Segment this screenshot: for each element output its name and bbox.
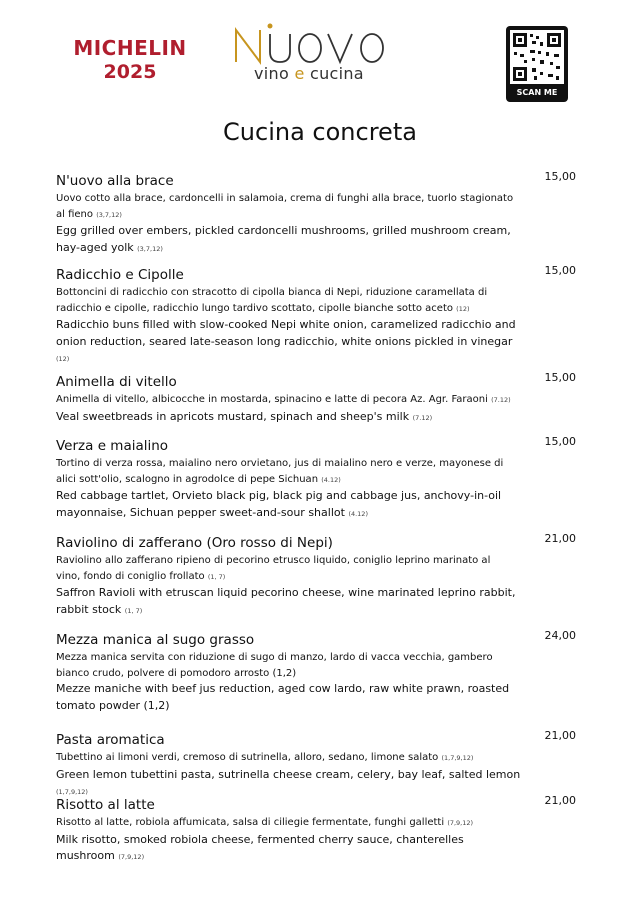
dish-allergens-en: (7,9,12) [118,853,145,861]
logo-sub-pre: vino [254,64,295,83]
logo-wordmark-icon [230,22,400,66]
menu-item [56,796,586,866]
dish-allergens-en: (1, 7) [124,606,143,615]
dish-description-en [56,681,516,714]
dish-name: Raviolino di zafferano (Oro rosso di Nepi) [56,535,333,551]
logo-subtitle [254,64,364,83]
dish-description-en-text: Red cabbage tartlet, Orvieto black pig, black pig and cabbage jus, anchovy-in-oil mayonnaise, Sichuan pepper sweet-and-sour shallot [56,489,502,519]
dish-description-it-text: Tortino di verza rossa, maialino nero orvietano, jus di maialino nero e verze, mayonese di alici sott'olio, scalogno in agrodolce di pepe Sichuan [56,458,504,485]
menu-item [56,631,586,714]
dish-allergens-en: (12) [56,355,70,363]
dish-price: 15,00 [544,371,576,384]
restaurant-logo [230,22,400,88]
dish-description-en-text: Radicchio buns filled with slow-cooked Nepi white onion, caramelized radicchio and onion reduction, seared late-season long radicchio, white onions pickled in vinegar [56,318,516,348]
dish-description-it [56,553,516,585]
dish-price: 15,00 [544,170,576,183]
dish-description-it [56,392,516,409]
dish-description-it-text: Bottoncini di radicchio con stracotto di cipolla bianca di Nepi, riduzione caramellata di radicchio e cipolle, radicchio lungo tardivo scottato, cipolle bianche sotto aceto [56,287,488,314]
dish-allergens-it: (7.12) [491,396,511,404]
menu-item [56,172,586,257]
dish-name: Mezza manica al sugo grasso [56,632,255,648]
dish-description-en [56,409,516,427]
dish-description-it-text: Uovo cotto alla brace, cardoncelli in salamoia, crema di funghi alla brace, tuorlo stagionato al fieno [56,193,514,220]
dish-description-en [56,317,516,368]
dish-description-it-text: Animella di vitello, albicocche in mostarda, spinacino e latte di pecora Az. Agr. Faraoni [56,394,488,405]
logo-sub-post: cucina [304,64,364,83]
dish-allergens-it: (1, 7) [207,572,226,581]
michelin-name: MICHELIN [73,36,187,60]
menu-header [0,0,640,110]
dish-price: 15,00 [544,264,576,277]
dish-allergens-en: (3,7,12) [137,244,163,253]
dish-description-it [56,191,516,223]
dish-description-en-text: Veal sweetbreads in apricots mustard, spinach and sheep's milk [56,409,410,423]
dish-name: Risotto al latte [56,797,155,813]
qr-code-icon [510,30,564,84]
dish-price: 21,00 [544,532,576,545]
dish-allergens-it: (7,9,12) [447,819,474,827]
qr-label: SCAN ME [516,88,558,97]
dish-price: 15,00 [544,435,576,448]
dish-allergens-it: (3,7,12) [96,210,122,219]
dish-allergens-it: (4.12) [321,475,341,484]
dish-description-en [56,832,516,866]
dish-price: 21,00 [544,729,576,742]
logo-sub-accent: e [294,64,305,83]
michelin-badge [70,36,190,84]
dish-description-en-text: Green lemon tubettini pasta, sutrinella cheese cream, celery, bay leaf, salted lemon [56,767,521,781]
dish-allergens-it: (1,7,9,12) [441,754,474,762]
dish-name: Animella di vitello [56,374,177,390]
menu-item [56,534,586,619]
dish-description-it [56,750,536,767]
dish-description-en-text: Egg grilled over embers, pickled cardoncelli mushrooms, grilled mushroom cream, hay-aged yolk [56,224,511,254]
dish-description-it-text: Tubettino ai limoni verdi, cremoso di sutrinella, alloro, sedano, limone salato [56,752,439,763]
dish-description-it [56,815,516,832]
dish-name: Verza e maialino [56,438,169,454]
dish-description-en-text: Saffron Ravioli with etruscan liquid pecorino cheese, wine marinated leprino rabbit, rabbit stock [56,586,516,616]
dish-allergens-en: (1,7,9,12) [56,788,88,796]
dish-description-en-text: Milk risotto, smoked robiola cheese, fermented cherry sauce, chanterelles mushroom [56,832,464,862]
dish-name: Radicchio e Cipolle [56,267,184,283]
dish-description-it-text: Risotto al latte, robiola affumicata, salsa di ciliegie fermentate, funghi galletti [56,817,445,828]
dish-allergens-en: (7.12) [412,413,433,422]
dish-description-it [56,456,516,488]
dish-description-en [56,585,516,619]
menu-item [56,266,586,368]
dish-name: N'uovo alla brace [56,173,174,189]
dish-price: 21,00 [544,794,576,807]
qr-code[interactable] [506,26,568,102]
dish-name: Pasta aromatica [56,732,165,748]
dish-allergens-it: (12) [456,304,470,313]
dish-description-en [56,223,516,257]
page-title: Cucina concreta [223,118,417,146]
dish-description-en [56,488,516,522]
dish-description-it-text: Raviolino allo zafferano ripieno di pecorino etrusco liquido, coniglio leprino marinato al vino, fondo di coniglio frollato [56,555,491,582]
michelin-year: 2025 [103,61,157,83]
dish-description-it [56,650,516,681]
dish-description-en-text: Mezze maniche with beef jus reduction, aged cow lardo, raw white prawn, roasted tomato powder (1,2) [56,682,510,712]
menu-item [56,731,586,801]
dish-description-it-text: Mezza manica servita con riduzione di sugo di manzo, lardo di vacca vecchia, gambero bianco crudo, polvere di pomodoro arrosto (1,2) [56,652,493,679]
dish-price: 24,00 [544,629,576,642]
menu-item [56,437,586,522]
dish-allergens-en: (4.12) [348,509,368,518]
dish-description-it [56,285,516,317]
menu-item [56,373,586,426]
